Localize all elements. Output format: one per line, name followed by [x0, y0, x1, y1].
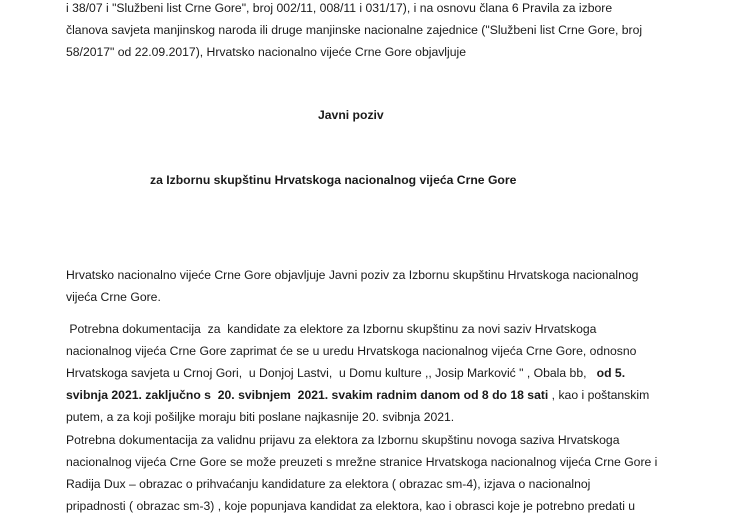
paragraph-line: Potrebna dokumentacija za kandidate za elektore za Izbornu skupštinu za novi saziv Hrvatskoga [66, 322, 597, 336]
paragraph-line: nacionalnog vijeća Crne Gore zaprimat će se u uredu Hrvatskoga nacionalnog vijeća Crne Gore, odnosno [66, 344, 637, 358]
paragraph-3 [66, 429, 746, 517]
paragraph-line: nacionalnog vijeća Crne Gore se može preuzeti s mrežne stranice Hrvatskoga nacionalnog vijeća Crne Gore i [66, 455, 658, 469]
paragraph-line: Potrebna dokumentacija za validnu prijavu za elektora za Izbornu skupštinu novoga saziva Hrvatskoga [66, 433, 620, 447]
paragraph-text: , kao i poštanskim [548, 388, 650, 402]
intro-paragraph [66, 0, 746, 63]
document-subtitle: za Izbornu skupštinu Hrvatskoga nacionalnog vijeća Crne Gore [150, 173, 517, 187]
paragraph-line: Hrvatsko nacionalno vijeće Crne Gore objavljuje Javni poziv za Izbornu skupštinu Hrvatskoga nacionalnog [66, 268, 639, 282]
date-range-start: od 5. [596, 366, 626, 380]
document-title: Javni poziv [318, 108, 384, 122]
paragraph-line: vijeća Crne Gore. [66, 290, 161, 304]
intro-line: 58/2017" od 22.09.2017), Hrvatsko nacionalno vijeće Crne Gore objavljuje [66, 45, 466, 59]
paragraph-line [66, 384, 746, 406]
paragraph-line: putem, a za koji pošiljke moraju biti poslane najkasnije 20. svibnja 2021. [66, 410, 455, 424]
paragraph-text: Hrvatskoga savjeta u Crnoj Gori, u Donjoj Lastvi, u Domu kulture ,, Josip Marković " , Obala bb, [66, 366, 597, 380]
date-range-end: svibnja 2021. zaključno s 20. svibnjem 2021. svakim radnim danom od 8 do 18 sati [66, 388, 549, 402]
paragraph-1 [66, 264, 746, 308]
intro-line: članova savjeta manjinskog naroda ili druge manjinske nacionalne zajednice ("Službeni list Crne Gore, broj [66, 23, 643, 37]
paragraph-2 [66, 318, 746, 428]
paragraph-line: Radija Dux – obrazac o prihvaćanju kandidature za elektora ( obrazac sm-4), izjava o nacionalnoj [66, 477, 591, 491]
paragraph-line [66, 362, 746, 384]
paragraph-line: pripadnosti ( obrazac sm-3) , koje popunjava kandidat za elektora, kao i obrasci koje je potrebno predati u [66, 499, 636, 513]
intro-line: i 38/07 i "Službeni list Crne Gore", broj 002/11, 008/11 i 031/17), i na osnovu člana 6 Pravila za izbore [66, 1, 613, 15]
